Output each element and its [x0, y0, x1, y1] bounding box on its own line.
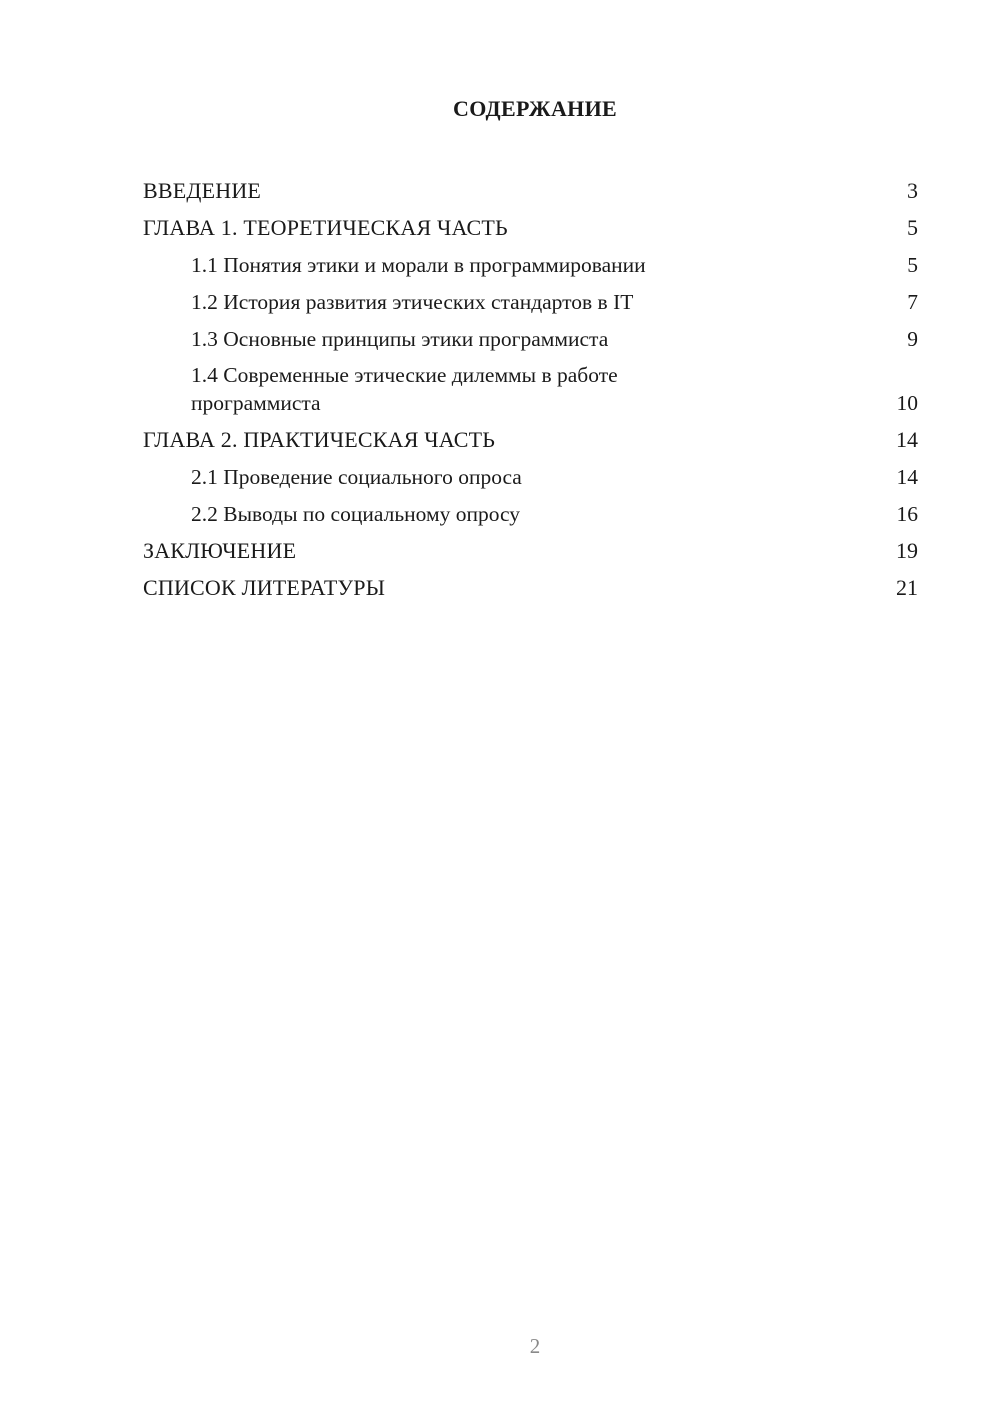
toc-entry-page: 21 — [896, 575, 918, 600]
table-of-contents — [143, 168, 918, 602]
toc-entry-page: 14 — [896, 427, 918, 452]
toc-entry-page: 16 — [896, 502, 918, 526]
toc-entry-label: ВВЕДЕНИЕ — [143, 178, 262, 203]
toc-entry-section-1-3[interactable] — [143, 316, 918, 353]
toc-entry-label: СПИСОК ЛИТЕРАТУРЫ — [143, 575, 386, 600]
toc-entry-introduction[interactable] — [143, 168, 918, 205]
toc-title: СОДЕРЖАНИЕ — [453, 96, 617, 121]
toc-entry-references[interactable] — [143, 565, 918, 602]
toc-entry-label: 2.1 Проведение социального опроса — [191, 465, 522, 489]
toc-entry-section-1-1[interactable] — [143, 242, 918, 279]
toc-entry-page: 14 — [896, 465, 918, 489]
toc-entry-page: 7 — [907, 290, 918, 314]
toc-entry-page: 9 — [907, 327, 918, 351]
toc-entry-page: 10 — [896, 391, 918, 415]
toc-entry-label: ЗАКЛЮЧЕНИЕ — [143, 538, 297, 563]
toc-entry-page: 3 — [907, 178, 918, 203]
toc-entry-chapter-1[interactable] — [143, 205, 918, 242]
toc-entry-page: 5 — [907, 253, 918, 277]
toc-entry-section-2-2[interactable] — [143, 491, 918, 528]
page-number: 2 — [529, 1334, 541, 1358]
toc-entry-conclusion[interactable] — [143, 528, 918, 565]
toc-entry-page: 19 — [896, 538, 918, 563]
toc-entry-section-1-2[interactable] — [143, 279, 918, 316]
toc-entry-label: 1.3 Основные принципы этики программиста — [191, 327, 609, 351]
toc-entry-label: 1.2 История развития этических стандартов в IT — [191, 290, 634, 314]
toc-entry-chapter-2[interactable] — [143, 417, 918, 454]
toc-entry-label: 2.2 Выводы по социальному опросу — [191, 502, 521, 526]
toc-entry-label: 1.1 Понятия этики и морали в программировании — [191, 253, 646, 277]
toc-entry-section-2-1[interactable] — [143, 454, 918, 491]
toc-entry-label: ГЛАВА 2. ПРАКТИЧЕСКАЯ ЧАСТЬ — [143, 427, 496, 452]
toc-entry-label: ГЛАВА 1. ТЕОРЕТИЧЕСКАЯ ЧАСТЬ — [143, 215, 508, 240]
toc-entry-page: 5 — [907, 215, 918, 240]
toc-entry-label: 1.4 Современные этические дилеммы в работе программиста — [191, 363, 618, 415]
toc-entry-section-1-4[interactable] — [143, 353, 918, 417]
